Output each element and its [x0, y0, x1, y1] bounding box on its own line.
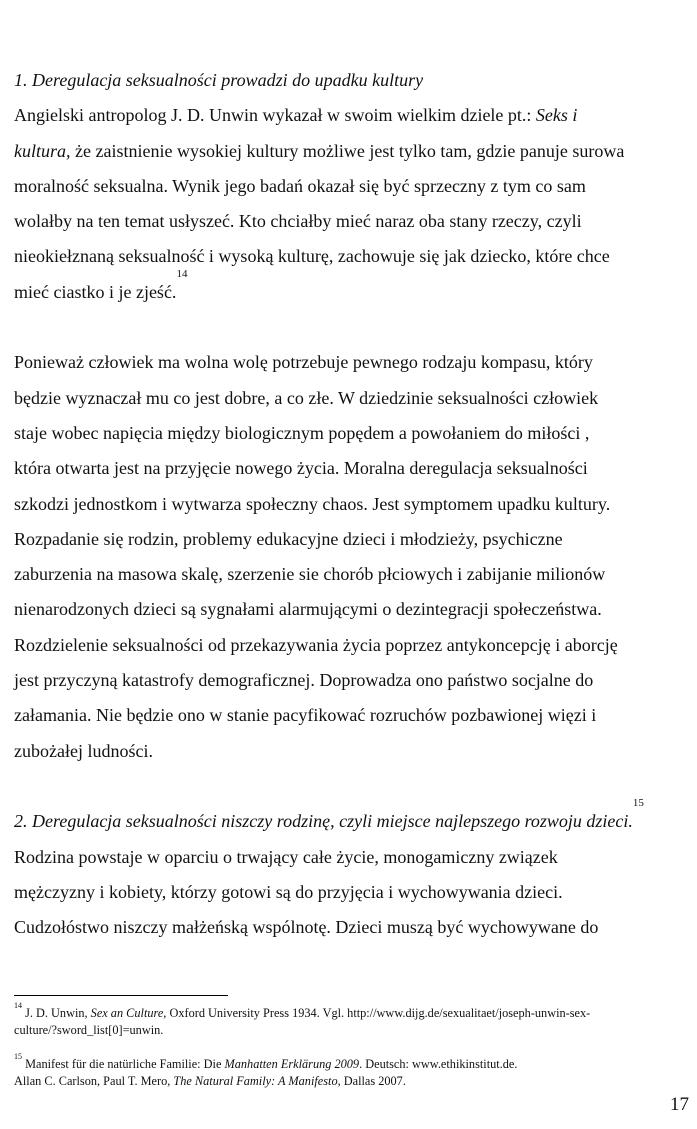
text-segment: która otwarta jest na przyjęcie nowego życia. Moralna deregulacja seksualności — [14, 458, 588, 479]
italic-text: Manhatten Erklärung 2009 — [224, 1057, 360, 1071]
text-segment: . Deutsch: www.ethikinstitut.de. — [359, 1057, 518, 1071]
text-line — [14, 204, 694, 239]
text-line — [14, 698, 694, 733]
footnote-separator — [14, 995, 228, 996]
text-segment: jest przyczyną katastrofy demograficznej. Doprowadza ono państwo socjalne do — [14, 670, 594, 691]
text-segment: Cudzołóstwo niszczy małżeńską wspólnotę. Dzieci muszą być wychowywane do — [14, 917, 599, 938]
italic-text: Seks i — [535, 105, 578, 126]
italic-text: The Natural Family: A Manifesto — [173, 1074, 338, 1088]
footnote-reference: 15 — [632, 797, 644, 810]
page-number: 17 — [670, 1094, 689, 1115]
text-segment: , Dallas 2007. — [337, 1074, 406, 1088]
text-line — [14, 63, 694, 98]
text-segment: Angielski antropolog J. D. Unwin wykazał w swoim wielkim dziele pt.: — [14, 105, 536, 126]
text-line — [14, 487, 694, 522]
footnotes — [14, 1001, 690, 1090]
text-segment: moralność seksualna. Wynik jego badań okazał się być sprzeczny z tym co sam — [14, 175, 586, 196]
text-line — [14, 734, 694, 769]
footnote-reference: 15 — [14, 1052, 22, 1061]
text-line — [14, 628, 694, 663]
text-line — [14, 557, 694, 592]
text-segment: nienarodzonych dzieci są sygnałami alarmującymi o dezintegracji społeczeństwa. — [14, 599, 602, 620]
text-line — [14, 875, 694, 910]
text-line — [14, 239, 694, 274]
blank-line — [14, 1039, 690, 1056]
text-segment: Rozdzielenie seksualności od przekazywania życia poprzez antykoncepcję i aborcję — [14, 634, 618, 655]
footnote-line — [14, 1001, 690, 1022]
text-segment: staje wobec napięcia między biologicznym popędem a powołaniem do miłości , — [14, 422, 590, 443]
text-segment: załamania. Nie będzie ono w stanie pacyfikować rozruchów pozbawionej więzi i — [14, 705, 597, 726]
text-segment: wolałby na ten temat usłyszeć. Kto chciałby mieć naraz oba stany rzeczy, czyli — [14, 211, 582, 232]
text-line — [14, 267, 694, 310]
footnote-line — [14, 1073, 690, 1090]
footnote-line — [14, 1052, 690, 1073]
blank-line — [14, 310, 694, 345]
text-line — [14, 451, 694, 486]
italic-text: kultura, — [14, 140, 71, 161]
text-segment: szkodzi jednostkom i wytwarza społeczny chaos. Jest symptomem upadku kultury. — [14, 493, 611, 514]
text-line — [14, 381, 694, 416]
text-segment: Allan C. Carlson, Paul T. Mero, — [14, 1074, 174, 1088]
text-segment: nieokiełznaną seksualność i wysoką kulturę, zachowuje się jak dziecko, które chce — [14, 246, 610, 267]
text-segment: Manifest für die natürliche Familie: Die — [22, 1057, 225, 1071]
text-line — [14, 416, 694, 451]
text-segment: Ponieważ człowiek ma wolna wolę potrzebuje pewnego rodzaju kompasu, który — [14, 352, 593, 373]
footnote-reference: 14 — [14, 1001, 22, 1010]
text-line — [14, 592, 694, 627]
text-line — [14, 797, 694, 839]
text-line — [14, 345, 694, 380]
text-line — [14, 522, 694, 557]
text-segment: Oxford University Press 1934. Vgl. http://www.dijg.de/sexualitaet/joseph-unwin-sex- — [166, 1006, 591, 1020]
text-segment: Rodzina powstaje w oparciu o trwający całe życie, monogamiczny związek — [14, 846, 558, 867]
text-segment: mężczyzny i kobiety, którzy gotowi są do przyjęcia i wychowywania dzieci. — [14, 881, 563, 902]
blank-line — [14, 769, 694, 804]
text-segment: mieć ciastko i je zjeść. — [14, 281, 177, 302]
footnote-line — [14, 1022, 690, 1039]
text-line — [14, 840, 694, 875]
text-segment: zaburzenia na masowa skalę, szerzenie sie chorób płciowych i zabijanie milionów — [14, 564, 606, 585]
text-segment: Rozpadanie się rodzin, problemy edukacyjne dzieci i młodzieży, psychiczne — [14, 528, 563, 549]
italic-text: 1. Deregulacja seksualności prowadzi do upadku kultury — [14, 70, 424, 90]
text-line — [14, 98, 694, 133]
footnote-reference: 14 — [176, 267, 188, 280]
text-segment: culture/?sword_list[0]=unwin. — [14, 1023, 164, 1037]
text-line — [14, 169, 694, 204]
text-segment: że zaistnienie wysokiej kultury możliwe jest tylko tam, gdzie panuje surowa — [70, 140, 625, 161]
text-segment: zubożałej ludności. — [14, 740, 153, 761]
text-line — [14, 910, 694, 945]
body-text — [14, 63, 694, 945]
italic-text: 2. Deregulacja seksualności niszczy rodzinę, czyli miejsce najlepszego rozwoju dzieci. — [14, 811, 633, 832]
text-segment: J. D. Unwin, — [22, 1006, 91, 1020]
italic-text: Sex an Culture, — [90, 1006, 167, 1020]
text-line — [14, 663, 694, 698]
text-segment: będzie wyznaczał mu co jest dobre, a co złe. W dziedzinie seksualności człowiek — [14, 387, 599, 408]
text-line — [14, 134, 694, 169]
